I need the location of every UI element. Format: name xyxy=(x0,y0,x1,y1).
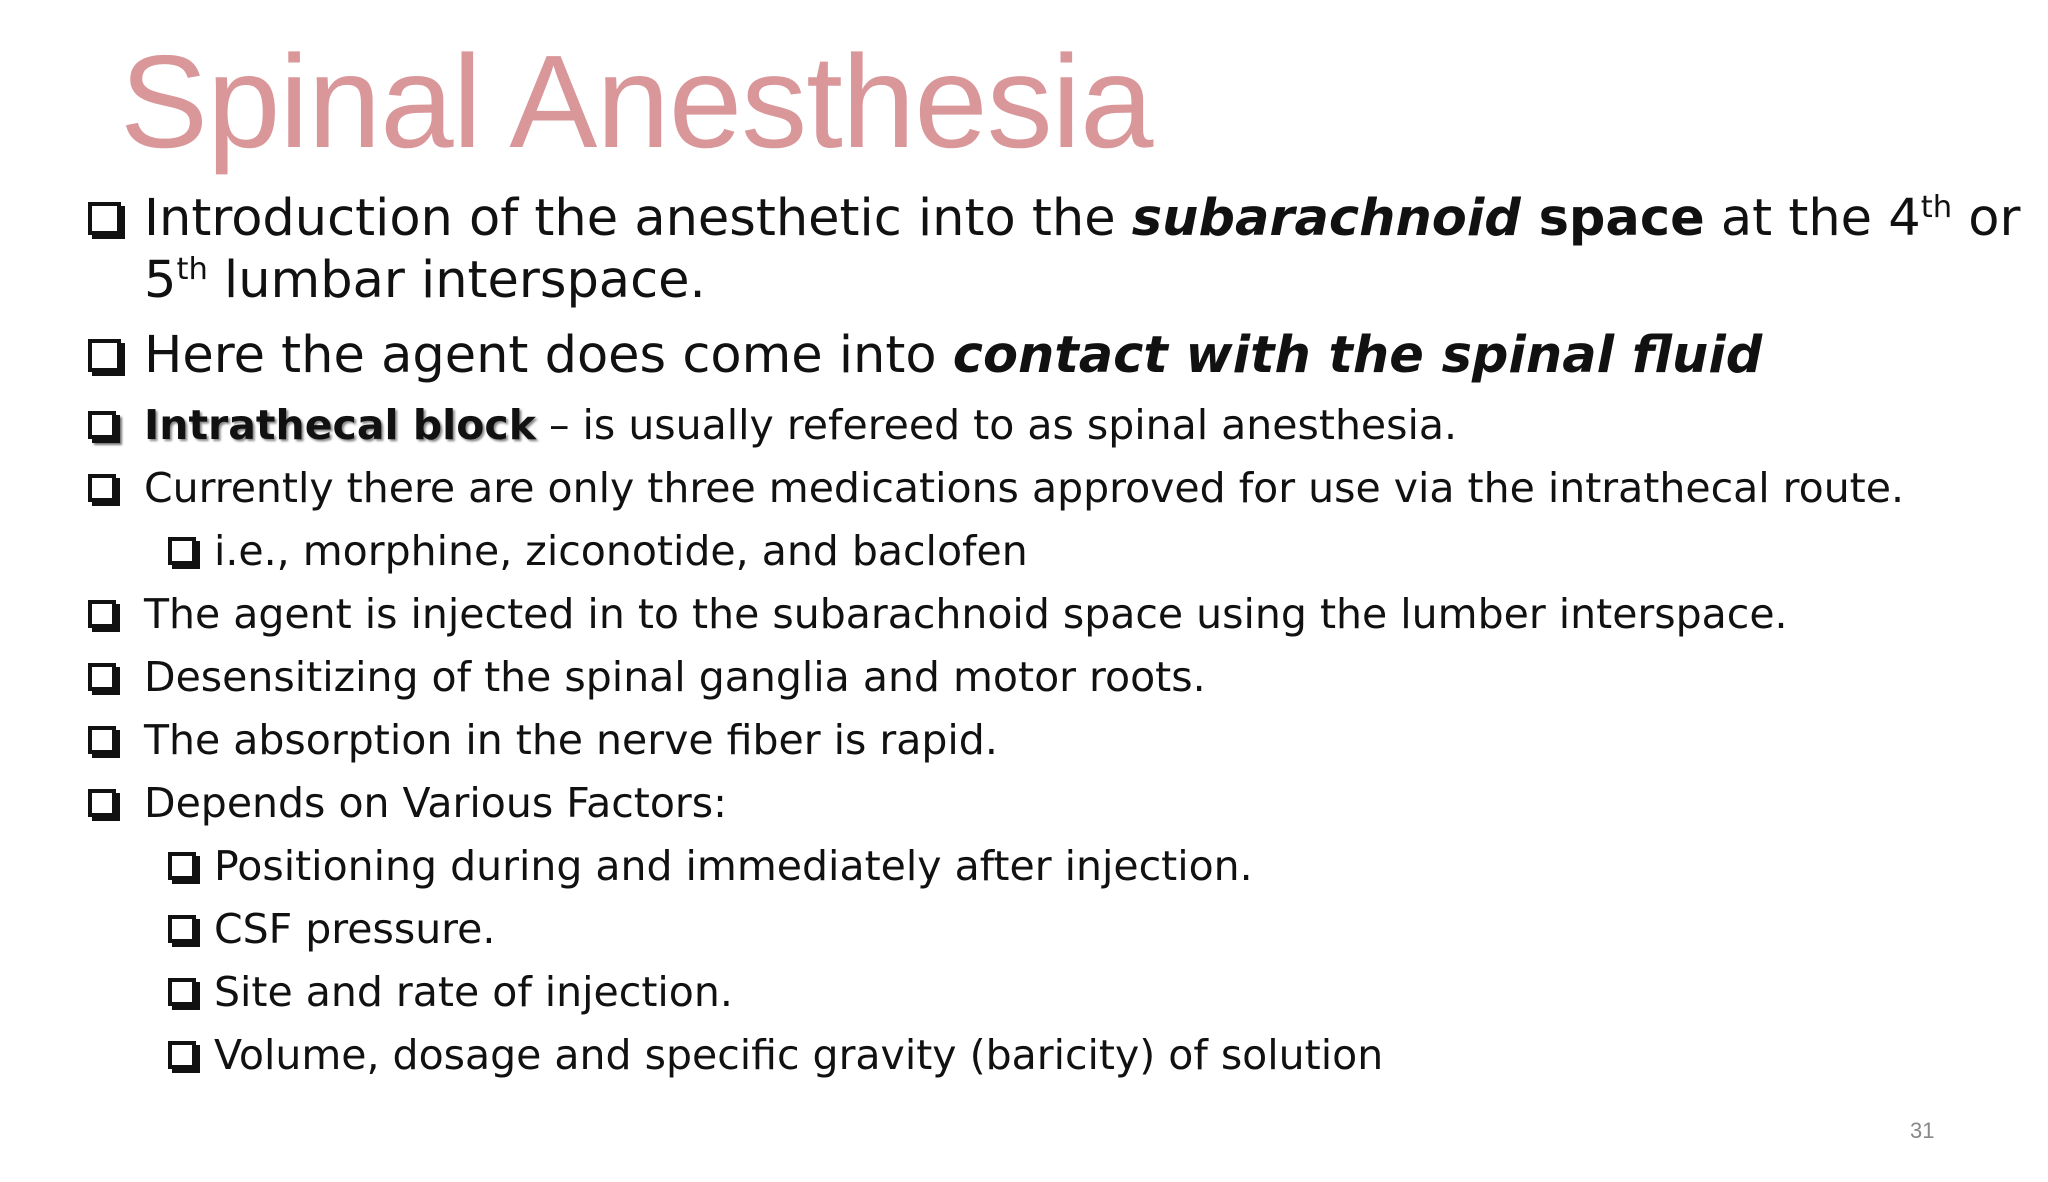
bullet-item xyxy=(84,652,2024,702)
sub-bullet-item xyxy=(164,904,2024,954)
sub-bullet-item xyxy=(164,841,2024,891)
square-checkbox-icon xyxy=(168,852,196,880)
bullet-text: The agent is injected in to the subarachnoid space using the lumber interspace. xyxy=(144,590,1788,638)
page-number: 31 xyxy=(1910,1118,1935,1143)
bullet-text: Currently there are only three medications approved for use via the intrathecal route. xyxy=(144,464,1905,512)
square-checkbox-icon xyxy=(168,1041,196,1069)
emphasis-text: contact with the spinal fluid xyxy=(952,326,1763,385)
square-checkbox-icon xyxy=(88,202,121,235)
bullet-item xyxy=(84,400,2024,450)
bullet-text: Volume, dosage and specific gravity (baricity) of solution xyxy=(214,1031,1384,1079)
bullet-text: – is usually refereed to as spinal anesthesia. xyxy=(535,401,1458,449)
bullet-text: or 5 xyxy=(144,189,2021,310)
square-checkbox-icon xyxy=(88,339,121,372)
bullet-text: Positioning during and immediately after injection. xyxy=(214,842,1253,890)
bullet-item xyxy=(84,188,2024,312)
bullet-text: at the 4 xyxy=(1704,189,1921,248)
bullet-text: Here the agent does come into xyxy=(144,326,953,385)
sub-bullet-item xyxy=(164,1030,2024,1080)
bullet-text: i.e., morphine, ziconotide, and baclofen xyxy=(214,527,1028,575)
square-checkbox-icon xyxy=(88,726,116,754)
bullet-text: Introduction of the anesthetic into the xyxy=(144,189,1132,248)
bullet-text: lumbar interspace. xyxy=(207,251,706,310)
bold-text: space xyxy=(1520,189,1705,248)
square-checkbox-icon xyxy=(168,537,196,565)
square-checkbox-icon xyxy=(88,663,116,691)
square-checkbox-icon xyxy=(88,411,116,439)
sub-bullet-item xyxy=(164,526,2024,576)
bullet-item xyxy=(84,778,2024,828)
bullet-text: Site and rate of injection. xyxy=(214,968,733,1016)
square-checkbox-icon xyxy=(168,978,196,1006)
emphasis-text: Intrathecal block xyxy=(144,401,536,449)
square-checkbox-icon xyxy=(88,789,116,817)
bullet-text: Desensitizing of the spinal ganglia and motor roots. xyxy=(144,653,1206,701)
superscript: th xyxy=(176,252,208,287)
square-checkbox-icon xyxy=(88,600,116,628)
bullet-item xyxy=(84,325,2024,387)
emphasis-text: subarachnoid xyxy=(1131,189,1521,248)
bullet-text: CSF pressure. xyxy=(214,905,496,953)
superscript: th xyxy=(1920,190,1953,225)
square-checkbox-icon xyxy=(168,915,196,943)
square-checkbox-icon xyxy=(88,474,116,502)
sub-bullet-item xyxy=(164,967,2024,1017)
bullet-item xyxy=(84,715,2024,765)
bullet-text: The absorption in the nerve fiber is rapid. xyxy=(144,716,998,764)
bullet-text: Depends on Various Factors: xyxy=(144,779,727,827)
bullet-item xyxy=(84,589,2024,639)
bullet-item xyxy=(84,463,2024,513)
bullet-list xyxy=(84,188,2024,1093)
slide-title: Spinal Anesthesia xyxy=(120,28,1153,175)
